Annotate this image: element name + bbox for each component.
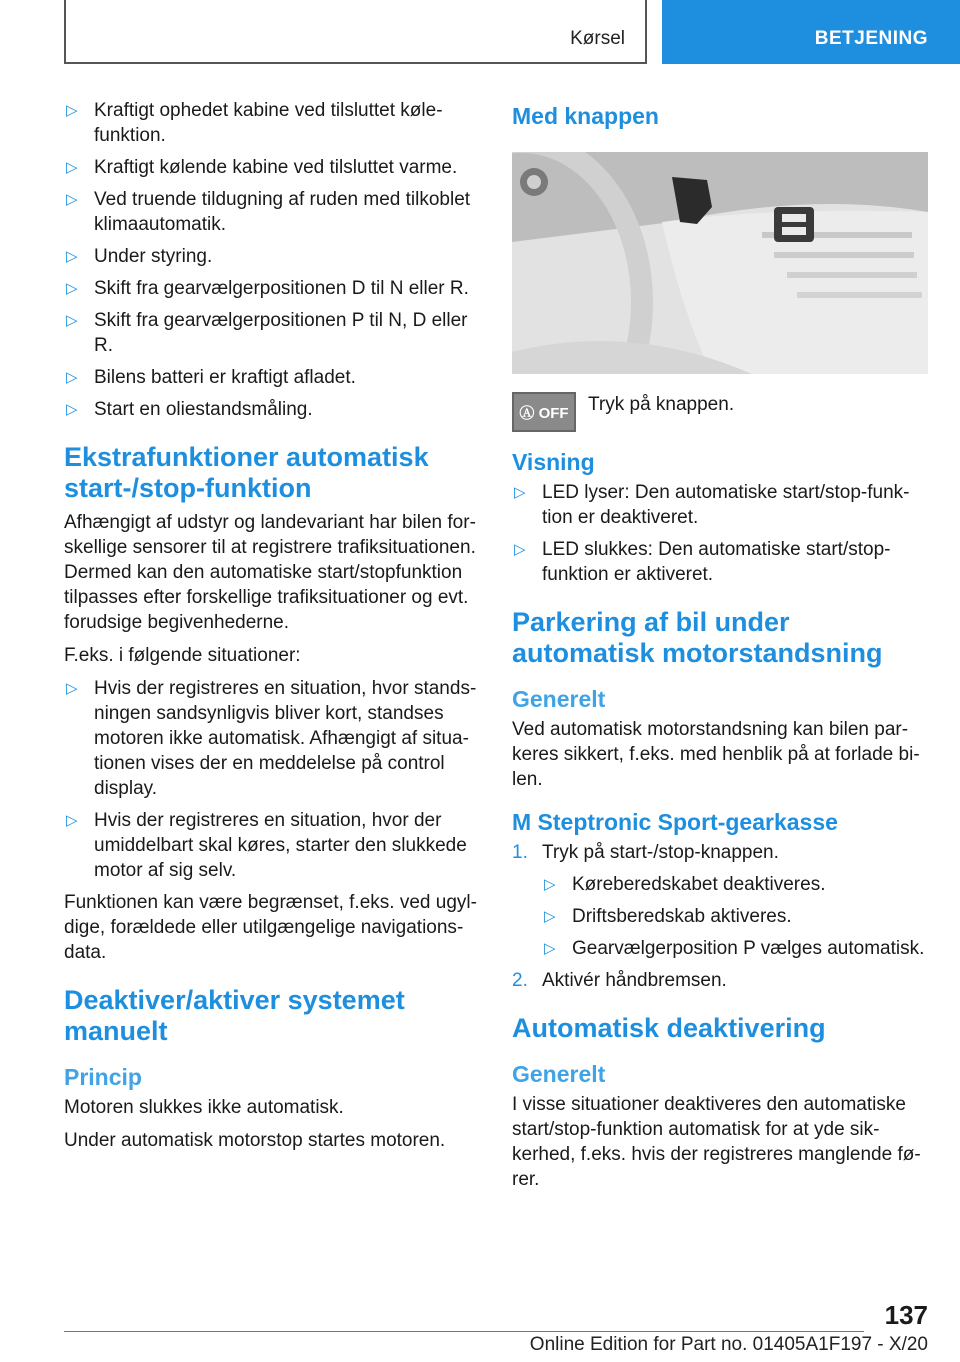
bullet-list-visning (512, 480, 928, 587)
footer-divider (64, 1331, 864, 1332)
heading-princip: Princip (64, 1064, 142, 1090)
sub-bullet-list (542, 872, 928, 961)
triangle-right-icon: ▷ (66, 812, 78, 829)
auto-start-stop-off-button-icon: Ⓐ OFF (512, 392, 576, 432)
left-column (64, 98, 480, 1161)
triangle-right-icon: ▷ (544, 940, 556, 957)
step-number: 2. (512, 970, 528, 991)
triangle-right-icon: ▷ (514, 541, 526, 558)
triangle-right-icon: ▷ (514, 484, 526, 501)
footer-edition: Online Edition for Part no. 01405A1F197 - X/20 (529, 1334, 928, 1355)
list-item: ▷ Under styring. (66, 246, 213, 267)
triangle-right-icon: ▷ (66, 248, 78, 265)
paragraph-princip-2: Under automatisk motorstop startes motoren. (64, 1130, 446, 1151)
paragraph-ekstra: Afhængigt af udstyr og landevariant har bilen forskellige sensorer til at registrere trafiksituationen. Dermed kan den automatiske start/stopfunktion tilpasses efter forskellige trafiksituationer og evt. forudsige begivenhederne. (64, 512, 476, 633)
step-item (512, 968, 928, 993)
paragraph-generelt-1: Ved automatisk motorstandsning kan bilen parkeres sikkert, f.eks. med henblik på at forlade bilen. (512, 719, 920, 790)
heading-steptronic: M Steptronic Sport-gearkasse (512, 809, 838, 835)
bullet-list-conditions (64, 98, 480, 422)
heading-generelt-1: Generelt (512, 686, 606, 712)
list-item: ▷ Bilens batteri er kraftigt afladet. (66, 367, 356, 388)
right-column (512, 98, 928, 1200)
paragraph-generelt-2: I visse situationer deaktiveres den automatiske start/stop-funktion automatisk for at yde sikkerhed, f.eks. hvis der registreres manglende fører. (512, 1094, 921, 1190)
list-item: ▷ Gearvælgerposition P vælges automatisk. (544, 938, 925, 959)
bullet-list-situations (64, 676, 480, 883)
paragraph-funktionen: Funktionen kan være begrænset, f.eks. ved ugyldige, forældede eller utilgængelige navigationsdata. (64, 892, 477, 963)
heading-visning: Visning (512, 449, 595, 475)
chapter-title: BETJENING (814, 28, 928, 49)
heading-ekstrafunktioner: Ekstrafunktioner automatisk start-/stop-funktion (64, 442, 429, 503)
list-item: ▷ Køreberedskabet deaktiveres. (544, 874, 826, 895)
button-instruction (512, 392, 928, 432)
heading-med-knappen: Med knappen (512, 103, 659, 129)
list-item: ▷ Start en oliestandsmåling. (66, 399, 313, 420)
triangle-right-icon: ▷ (66, 280, 78, 297)
list-item: ▷ Ved truende tildugning af ruden med tilkoblet klimaautomatik. (66, 189, 471, 235)
paragraph-feks: F.eks. i følgende situationer: (64, 645, 301, 666)
list-item: ▷ Driftsberedskab aktiveres. (544, 906, 792, 927)
heading-generelt-2: Generelt (512, 1061, 606, 1087)
dashboard-illustration (512, 152, 928, 374)
dashboard-image (512, 152, 928, 374)
heading-parkering: Parkering af bil under automatisk motorstandsning (512, 607, 883, 668)
heading-deaktiver: Deaktiver/aktiver systemet manuelt (64, 985, 405, 1046)
section-title: Kørsel (570, 28, 625, 49)
list-item: ▷ Skift fra gearvælgerpositionen P til N, D eller R. (66, 310, 468, 356)
step-number: 1. (512, 842, 528, 863)
numbered-steps (512, 840, 928, 993)
list-item: ▷ Hvis der registreres en situation, hvor standsningen sandsynligvis bliver kort, standses motoren ikke automatisk. Afhængigt af situationen vises der en meddelelse på control display. (66, 678, 477, 799)
list-item: ▷ Hvis der registreres en situation, hvor der umiddelbart skal køres, starter den slukkede motor af sig selv. (66, 810, 467, 881)
list-item: ▷ LED slukkes: Den automatiske start/stopfunktion er aktiveret. (514, 539, 891, 585)
triangle-right-icon: ▷ (66, 102, 78, 119)
step-text: Tryk på start-/stop-knappen. (542, 842, 779, 863)
step-text: Aktivér håndbremsen. (542, 970, 727, 991)
list-item: ▷ Kraftigt ophedet kabine ved tilsluttet kølefunktion. (66, 100, 443, 146)
triangle-right-icon: ▷ (66, 312, 78, 329)
triangle-right-icon: ▷ (66, 159, 78, 176)
header-frame (64, 0, 647, 64)
list-item: ▷ Skift fra gearvælgerpositionen D til N eller R. (66, 278, 469, 299)
paragraph-princip-1: Motoren slukkes ikke automatisk. (64, 1097, 344, 1118)
triangle-right-icon: ▷ (66, 680, 78, 697)
page-number: 137 (884, 1300, 928, 1330)
list-item: ▷ LED lyser: Den automatiske start/stop-funktion er deaktiveret. (514, 482, 910, 528)
heading-automatisk-deaktivering: Automatisk deaktivering (512, 1013, 826, 1043)
triangle-right-icon: ▷ (66, 369, 78, 386)
triangle-right-icon: ▷ (544, 876, 556, 893)
chapter-tab (662, 0, 960, 64)
triangle-right-icon: ▷ (66, 401, 78, 418)
triangle-right-icon: ▷ (66, 191, 78, 208)
triangle-right-icon: ▷ (544, 908, 556, 925)
paragraph-tryk: Tryk på knappen. (588, 394, 735, 415)
step-item (512, 840, 928, 961)
list-item: ▷ Kraftigt kølende kabine ved tilsluttet varme. (66, 157, 458, 178)
